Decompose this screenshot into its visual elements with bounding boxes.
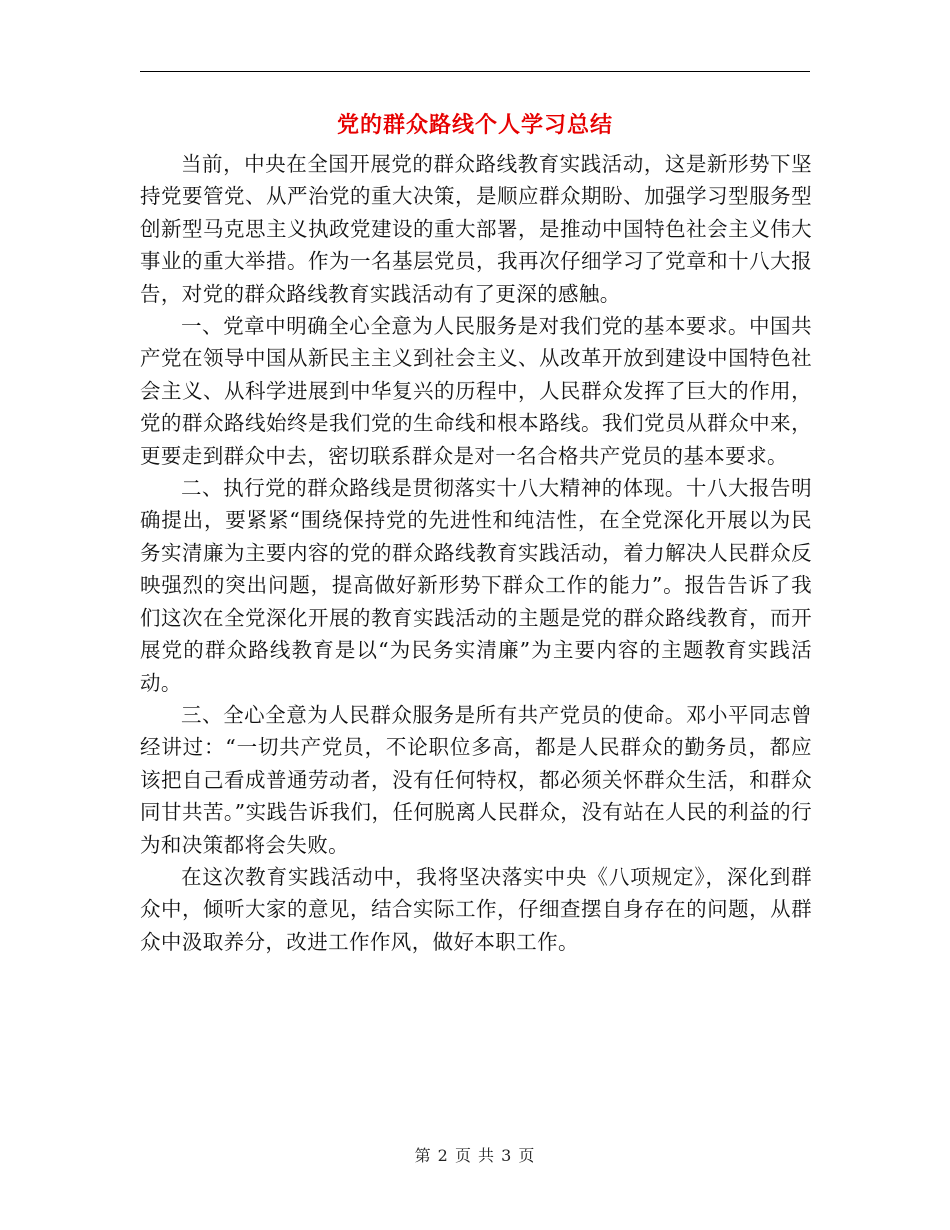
header-rule: [140, 71, 810, 72]
paragraph-intro: 当前，中央在全国开展党的群众路线教育实践活动，这是新形势下坚持党要管党、从严治党的重大决策，是顺应群众期盼、加强学习型服务型创新型马克思主义执政党建设的重大部署，是推动中国特色社会主义伟大事业的重大举措。作为一名基层党员，我再次仔细学习了党章和十八大报告，对党的群众路线教育实践活动有了更深的感触。: [140, 152, 812, 306]
paragraph-point-two: 二、执行党的群众路线是贯彻落实十八大精神的体现。十八大报告明确提出，要紧紧“围绕保持党的先进性和纯洁性，在全党深化开展以为民务实清廉为主要内容的党的群众路线教育实践活动，着力解决人民群众反映强烈的突出问题，提高做好新形势下群众工作的能力”。报告告诉了我们这次在全党深化开展的教育实践活动的主题是党的群众路线教育，而开展党的群众路线教育是以“为民务实清廉”为主要内容的主题教育实践活动。: [140, 476, 812, 695]
paragraph-point-three: 三、全心全意为人民群众服务是所有共产党员的使命。邓小平同志曾经讲过：“一切共产党员，不论职位多高，都是人民群众的勤务员，都应该把自己看成普通劳动者，没有任何特权，都必须关怀群众生活，和群众同甘共苦。”实践告诉我们，任何脱离人民群众，没有站在人民的利益的行为和决策都将会失败。: [140, 702, 812, 857]
page-number-footer: 第 2 页 共 3 页: [414, 1146, 536, 1165]
paragraph-point-one: 一、党章中明确全心全意为人民服务是对我们党的基本要求。中国共产党在领导中国从新民主主义到社会主义、从改革开放到建设中国特色社会主义、从科学进展到中华复兴的历程中，人民群众发挥了巨大的作用，党的群众路线始终是我们党的生命线和根本路线。我们党员从群众中来，更要走到群众中去，密切联系群众是对一名合格共产党员的基本要求。: [140, 314, 812, 468]
document-title: 党的群众路线个人学习总结: [336, 112, 613, 138]
paragraph-conclusion: 在这次教育实践活动中，我将坚决落实中央《八项规定》，深化到群众中，倾听大家的意见，结合实际工作，仔细查摆自身存在的问题，从群众中汲取养分，改进工作作风，做好本职工作。: [140, 864, 812, 954]
document-body: [140, 148, 812, 958]
